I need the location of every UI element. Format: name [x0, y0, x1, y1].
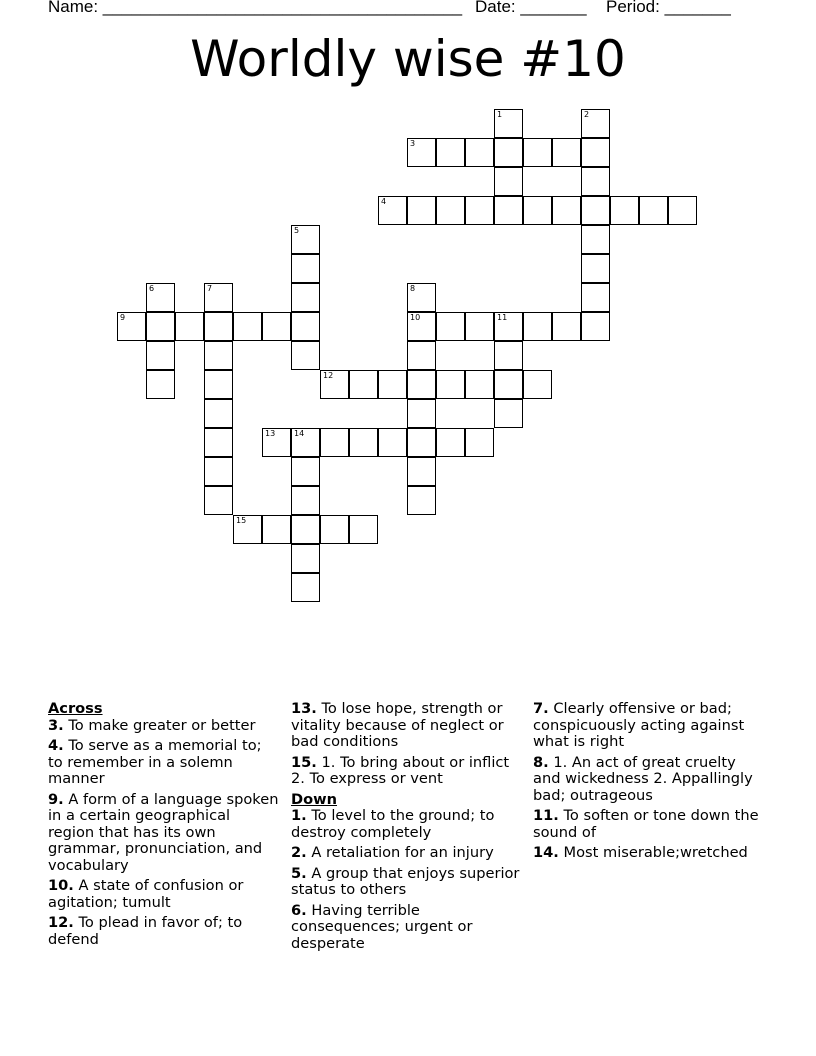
grid-cell[interactable] — [407, 428, 436, 457]
grid-cell[interactable] — [552, 196, 581, 225]
grid-cell[interactable] — [523, 138, 552, 167]
grid-cell[interactable] — [146, 370, 175, 399]
grid-cell[interactable] — [291, 457, 320, 486]
grid-cell[interactable] — [581, 109, 610, 138]
grid-cell[interactable] — [465, 138, 494, 167]
clue-down-2: 2. A retaliation for an injury — [291, 844, 494, 861]
grid-cell[interactable] — [204, 341, 233, 370]
cell-number: 12 — [323, 371, 334, 380]
cell-number: 11 — [497, 313, 508, 322]
clue-down-7: 7. Clearly offensive or bad; conspicuously acting against what is right — [533, 700, 745, 750]
grid-cell[interactable] — [291, 515, 320, 544]
across-heading: Across — [48, 700, 103, 717]
grid-cell[interactable] — [291, 341, 320, 370]
grid-cell[interactable] — [407, 138, 436, 167]
grid-cell[interactable] — [291, 428, 320, 457]
grid-cell[interactable] — [494, 167, 523, 196]
grid-cell[interactable] — [494, 399, 523, 428]
page-title: Worldly wise #10 — [190, 30, 626, 88]
clue-across-3: 3. To make greater or better — [48, 716, 256, 734]
name-field-label: Name: ______________________________________ — [48, 0, 463, 16]
grid-cell[interactable] — [262, 312, 291, 341]
grid-cell[interactable] — [117, 312, 146, 341]
grid-cell[interactable] — [204, 486, 233, 515]
clues-column-1 — [48, 701, 280, 952]
grid-cell[interactable] — [320, 515, 349, 544]
grid-cell[interactable] — [204, 370, 233, 399]
grid-cell[interactable] — [407, 399, 436, 428]
grid-cell[interactable] — [146, 341, 175, 370]
clue-down-1: 1. To level to the ground; to destroy completely — [291, 807, 495, 841]
period-field-label: Period: _______ — [606, 0, 731, 16]
grid-cell[interactable] — [465, 370, 494, 399]
grid-cell[interactable] — [204, 428, 233, 457]
grid-cell[interactable] — [349, 370, 378, 399]
grid-cell[interactable] — [436, 196, 465, 225]
clue-across-4: 4. To serve as a memorial to; to remember in a solemn manner — [48, 737, 262, 787]
grid-cell[interactable] — [668, 196, 697, 225]
clues-column-3 — [533, 701, 765, 866]
clue-across-13: 13. To lose hope, strength or vitality because of neglect or bad conditions — [291, 700, 504, 750]
grid-cell[interactable] — [581, 138, 610, 167]
grid-cell[interactable] — [407, 370, 436, 399]
grid-cell[interactable] — [581, 167, 610, 196]
grid-cell[interactable] — [262, 515, 291, 544]
grid-cell[interactable] — [494, 109, 523, 138]
grid-cell[interactable] — [204, 312, 233, 341]
grid-cell[interactable] — [407, 283, 436, 312]
grid-cell[interactable] — [378, 428, 407, 457]
grid-cell[interactable] — [465, 312, 494, 341]
grid-cell[interactable] — [523, 370, 552, 399]
cell-number: 7 — [207, 284, 213, 293]
grid-cell[interactable] — [204, 457, 233, 486]
grid-cell[interactable] — [291, 254, 320, 283]
grid-cell[interactable] — [262, 428, 291, 457]
grid-cell[interactable] — [204, 283, 233, 312]
grid-cell[interactable] — [581, 254, 610, 283]
grid-cell[interactable] — [581, 225, 610, 254]
grid-cell[interactable] — [581, 312, 610, 341]
date-field-label: Date: _______ — [475, 0, 587, 16]
grid-cell[interactable] — [494, 138, 523, 167]
grid-cell[interactable] — [639, 196, 668, 225]
grid-cell[interactable] — [465, 428, 494, 457]
grid-cell[interactable] — [436, 428, 465, 457]
cell-number: 5 — [294, 226, 300, 235]
grid-cell[interactable] — [581, 196, 610, 225]
grid-cell[interactable] — [146, 312, 175, 341]
grid-cell[interactable] — [465, 196, 494, 225]
grid-cell[interactable] — [407, 457, 436, 486]
grid-cell[interactable] — [349, 515, 378, 544]
grid-cell[interactable] — [494, 341, 523, 370]
grid-cell[interactable] — [552, 312, 581, 341]
grid-cell[interactable] — [291, 544, 320, 573]
cell-number: 4 — [381, 197, 387, 206]
grid-cell[interactable] — [291, 486, 320, 515]
clue-down-11: 11. To soften or tone down the sound of — [533, 807, 759, 841]
grid-cell[interactable] — [407, 312, 436, 341]
cell-number: 14 — [294, 429, 305, 438]
cell-number: 9 — [120, 313, 126, 322]
cell-number: 8 — [410, 284, 416, 293]
clue-across-15: 15. 1. To bring about or inflict 2. To express or vent — [291, 753, 510, 787]
grid-cell[interactable] — [581, 283, 610, 312]
grid-cell[interactable] — [494, 370, 523, 399]
grid-cell[interactable] — [291, 573, 320, 602]
clue-down-14: 14. Most miserable;wretched — [533, 844, 748, 861]
grid-cell[interactable] — [204, 399, 233, 428]
grid-cell[interactable] — [552, 138, 581, 167]
cell-number: 15 — [236, 516, 247, 525]
grid-cell[interactable] — [233, 515, 262, 544]
grid-cell[interactable] — [407, 341, 436, 370]
cell-number: 2 — [584, 110, 590, 119]
grid-cell[interactable] — [146, 283, 175, 312]
grid-cell[interactable] — [291, 312, 320, 341]
clue-down-5: 5. A group that enjoys superior status to others — [291, 864, 520, 898]
cell-number: 13 — [265, 429, 276, 438]
clue-across-12: 12. To plead in favor of; to defend — [48, 914, 243, 948]
grid-cell[interactable] — [407, 196, 436, 225]
grid-cell[interactable] — [320, 370, 349, 399]
cell-number: 1 — [497, 110, 503, 119]
grid-cell[interactable] — [436, 138, 465, 167]
grid-cell[interactable] — [407, 486, 436, 515]
cell-number: 3 — [410, 139, 416, 148]
grid-cell[interactable] — [320, 428, 349, 457]
grid-cell[interactable] — [523, 196, 552, 225]
grid-cell[interactable] — [378, 370, 407, 399]
clue-down-8: 8. 1. An act of great cruelty and wickedness 2. Appallingly bad; outrageous — [533, 753, 753, 804]
down-heading: Down — [291, 790, 338, 808]
grid-cell[interactable] — [233, 312, 262, 341]
grid-cell[interactable] — [378, 196, 407, 225]
grid-cell[interactable] — [291, 225, 320, 254]
grid-cell[interactable] — [494, 196, 523, 225]
grid-cell[interactable] — [436, 370, 465, 399]
cell-number: 6 — [149, 284, 155, 293]
grid-cell[interactable] — [291, 283, 320, 312]
grid-cell[interactable] — [349, 428, 378, 457]
cell-number: 10 — [410, 313, 421, 322]
clue-down-6: 6. Having terrible consequences; urgent or desperate — [291, 901, 473, 952]
grid-cell[interactable] — [523, 312, 552, 341]
grid-cell[interactable] — [610, 196, 639, 225]
clues-column-2 — [291, 701, 523, 956]
clue-across-9: 9. A form of a language spoken in a certain geographical region that has its own grammar, pronunciation, and vocabulary — [48, 790, 279, 874]
grid-cell[interactable] — [175, 312, 204, 341]
grid-cell[interactable] — [494, 312, 523, 341]
clue-across-10: 10. A state of confusion or agitation; tumult — [48, 877, 244, 911]
grid-cell[interactable] — [436, 312, 465, 341]
